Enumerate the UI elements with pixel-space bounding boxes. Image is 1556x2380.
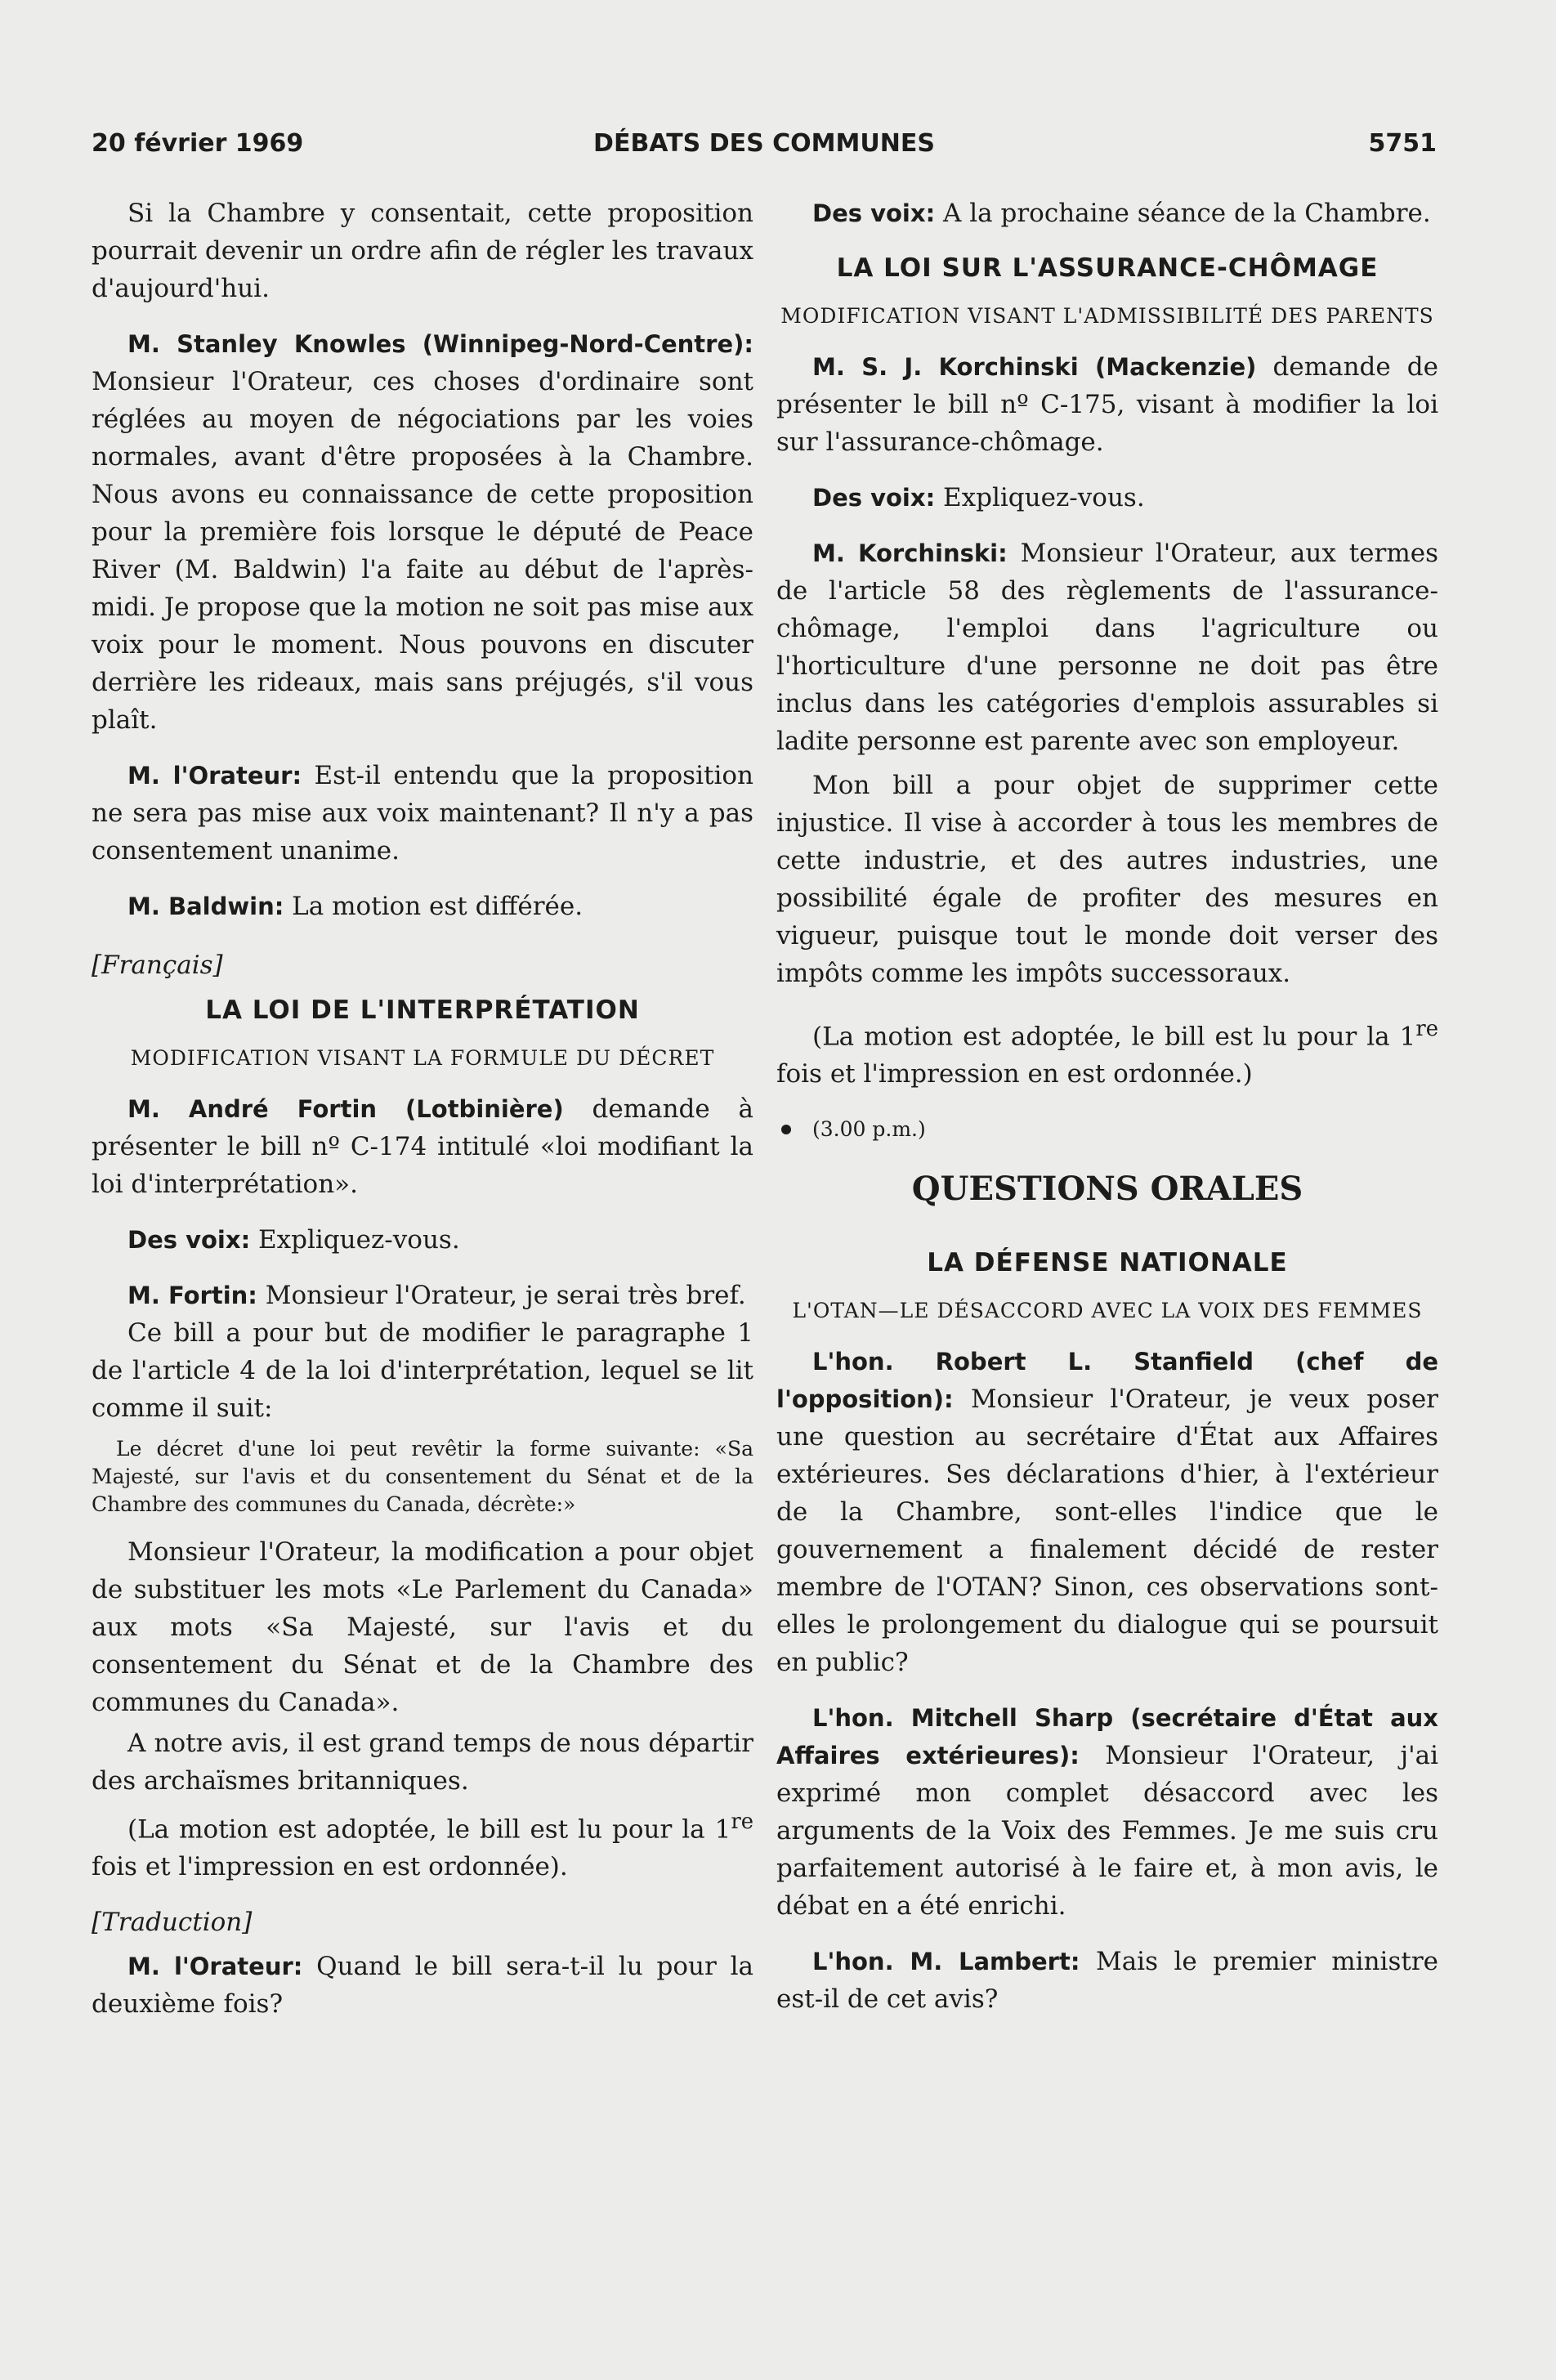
paragraph: [776, 479, 1438, 517]
speaker-name: M. l'Orateur:: [127, 1953, 303, 1981]
paragraph: [92, 1221, 753, 1259]
paragraph: [92, 888, 753, 925]
speaker-name: M. l'Orateur:: [127, 762, 302, 790]
quote-text: Le décret d'une loi peut revêtir la forme suivante: «Sa Majesté, sur l'avis et du consentement du Sénat et de la Chambre des communes du Canada, décrète:»: [92, 1437, 753, 1516]
motion-text: fois et l'impression en est ordonnée.): [776, 1059, 1253, 1089]
speech-text: Monsieur l'Orateur, je veux poser une question au secrétaire d'État aux Affaires extérieures. Ses déclarations d'hier, à l'extérieur de la Chambre, sont-elles l'indice que le gouvernement a finalement décidé de rester membre de l'OTAN? Sinon, ces observations sont-elles le prolongement du dialogue qui se poursuit en public?: [776, 1385, 1438, 1678]
section-heading: LA LOI DE L'INTERPRÉTATION: [205, 995, 640, 1025]
paragraph: A notre avis, il est grand temps de nous départir des archaïsmes britanniques.: [92, 1729, 753, 1796]
paragraph: [776, 1699, 1438, 1925]
language-marker: [Traduction]: [92, 1908, 253, 1938]
paragraph: [776, 1343, 1438, 1681]
speaker-name: M. Fortin:: [127, 1282, 257, 1309]
motion-text: (La motion est adoptée, le bill est lu pour la 1: [812, 1022, 1416, 1052]
speaker-name: L'hon. Mitchell Sharp (secrétaire d'État aux Affaires extérieures):: [776, 1704, 1438, 1770]
bullet-icon: [781, 1125, 791, 1134]
speech-text: Est-il entendu que la proposition ne sera pas mise aux voix maintenant? Il n'y a pas consentement unanime.: [92, 761, 753, 866]
paragraph: [776, 348, 1438, 461]
paragraph: [92, 1803, 753, 1886]
language-marker: [Français]: [92, 951, 223, 980]
paragraph: [92, 1090, 753, 1203]
speech-text: demande à présenter le bill nº C-174 intitulé «loi modifiant la loi d'interprétation».: [92, 1094, 753, 1199]
speech-text: Mais le premier ministre est-il de cet avis?: [776, 1947, 1438, 2015]
paragraph: Si la Chambre y consentait, cette proposition pourrait devenir un ordre afin de régler les travaux d'aujourd'hui.: [92, 199, 753, 303]
speech-text: Monsieur l'Orateur, je serai très bref.: [257, 1281, 746, 1310]
motion-text: (La motion est adoptée, le bill est lu pour la 1: [127, 1814, 731, 1845]
paragraph: [92, 1948, 753, 2023]
paragraph: [776, 535, 1438, 760]
speaker-name: M. Korchinski:: [812, 539, 1008, 567]
speaker-name: L'hon. Robert L. Stanfield (chef de l'opposition):: [776, 1348, 1438, 1414]
major-heading: QUESTIONS ORALES: [911, 1170, 1303, 1209]
paragraph: [92, 325, 753, 739]
section-heading: LA DÉFENSE NATIONALE: [927, 1248, 1288, 1278]
time-text: (3.00 p.m.): [812, 1117, 926, 1142]
header-journal-title: DÉBATS DES COMMUNES: [593, 129, 935, 158]
right-column: [776, 195, 1438, 2036]
speech-text: La motion est différée.: [284, 892, 584, 921]
speaker-name: Des voix:: [127, 1226, 251, 1254]
speech-text: Expliquez-vous.: [935, 483, 1145, 512]
paragraph: [92, 1277, 753, 1314]
ordinal-superscript: re: [1415, 1017, 1438, 1041]
left-column: [92, 195, 753, 2041]
speaker-name: Des voix:: [812, 199, 936, 227]
block-quote: [92, 1435, 753, 1519]
paragraph: [776, 1943, 1438, 2018]
speech-text: demande de présenter le bill nº C-175, visant à modifier la loi sur l'assurance-chômage.: [776, 352, 1438, 457]
paragraph: [92, 757, 753, 870]
header-date: 20 février 1969: [92, 129, 304, 158]
section-subheading: L'OTAN—LE DÉSACCORD AVEC LA VOIX DES FEMMES: [792, 1299, 1423, 1323]
speech-text: Expliquez-vous.: [250, 1225, 460, 1255]
section-subheading: MODIFICATION VISANT LA FORMULE DU DÉCRET: [130, 1046, 715, 1070]
speaker-name: M. Stanley Knowles (Winnipeg-Nord-Centre):: [127, 330, 753, 358]
paragraph: [776, 195, 1438, 232]
speech-text: Monsieur l'Orateur, aux termes de l'article 58 des règlements de l'assurance-chômage, l'emploi dans l'agriculture ou l'horticulture d'une personne ne doit pas être inclus dans les catégories d'emplois assurables si ladite personne est parente avec son employeur.: [776, 539, 1438, 756]
ordinal-superscript: re: [731, 1810, 753, 1834]
speech-text: Quand le bill sera-t-il lu pour la deuxième fois?: [92, 1952, 753, 2020]
section-heading: LA LOI SUR L'ASSURANCE-CHÔMAGE: [836, 253, 1379, 283]
speaker-name: Des voix:: [812, 484, 936, 512]
time-marker: [776, 1111, 1438, 1148]
header-page-number: 5751: [1368, 129, 1437, 158]
paragraph: [776, 1010, 1438, 1093]
speaker-name: M. André Fortin (Lotbinière): [127, 1095, 564, 1123]
paragraph: Ce bill a pour but de modifier le paragraphe 1 de l'article 4 de la loi d'interprétation, lequel se lit comme il suit:: [92, 1318, 753, 1423]
speaker-name: M. S. J. Korchinski (Mackenzie): [812, 353, 1257, 381]
speech-text: A la prochaine séance de la Chambre.: [935, 199, 1431, 228]
speech-text: Monsieur l'Orateur, ces choses d'ordinaire sont réglées au moyen de négociations par les voies normales, avant d'être proposées à la Chambre. Nous avons eu connaissance de cette proposition pour la première fois lorsque le député de Peace River (M. Baldwin) l'a faite au début de l'après-midi. Je propose que la motion ne soit pas mise aux voix pour le moment. Nous pouvons en discuter derrière les rideaux, mais sans préjugés, s'il vous plaît.: [92, 367, 753, 735]
motion-text: fois et l'impression en est ordonnée).: [92, 1852, 568, 1882]
speaker-name: L'hon. M. Lambert:: [812, 1948, 1080, 1976]
section-subheading: MODIFICATION VISANT L'ADMISSIBILITÉ DES PARENTS: [780, 304, 1434, 328]
speech-text: Monsieur l'Orateur, j'ai exprimé mon complet désaccord avec les arguments de la Voix des Femmes. Je me suis cru parfaitement autorisé à le faire et, à mon avis, le débat en a été enrichi.: [776, 1741, 1438, 1921]
paragraph: Mon bill a pour objet de supprimer cette injustice. Il vise à accorder à tous les membres de cette industrie, et des autres industries, une possibilité égale de profiter des mesures en vigueur, puisque tout le monde doit verser des impôts comme les impôts successoraux.: [776, 771, 1438, 988]
speaker-name: M. Baldwin:: [127, 892, 284, 920]
paragraph: Monsieur l'Orateur, la modification a pour objet de substituer les mots «Le Parlement du Canada» aux mots «Sa Majesté, sur l'avis et du consentement du Sénat et de la Chambre des communes du Canada».: [92, 1537, 753, 1717]
page-header: [92, 129, 1437, 170]
